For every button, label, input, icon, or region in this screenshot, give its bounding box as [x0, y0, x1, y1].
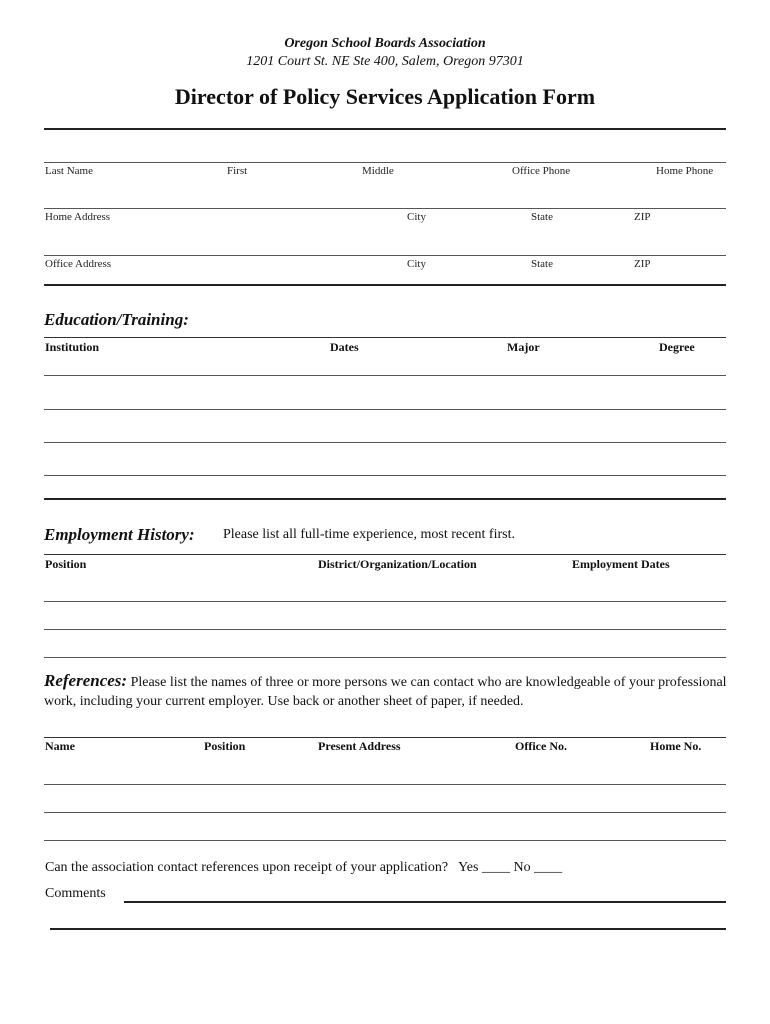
employment-entry-field[interactable] — [44, 583, 726, 601]
education-entry-field[interactable] — [44, 457, 726, 475]
first-name-label: First — [227, 165, 248, 177]
middle-name-label: Middle — [362, 165, 394, 177]
education-col-major: Major — [507, 340, 540, 354]
office-address-field[interactable] — [44, 237, 726, 255]
employment-entry-field[interactable] — [44, 639, 726, 657]
employment-col-organization: District/Organization/Location — [318, 557, 477, 571]
form-title: Director of Policy Services Application Form — [174, 84, 596, 109]
comments-continuation-field[interactable] — [50, 910, 726, 928]
comments-line — [124, 901, 726, 903]
home-zip-label: ZIP — [634, 211, 651, 223]
office-state-label: State — [531, 258, 553, 270]
contact-references-question: Can the association contact references upon receipt of your application? Yes ____ No ____ — [45, 860, 563, 875]
last-name-label: Last Name — [45, 165, 93, 177]
row1-line — [44, 162, 726, 163]
reference-entry-field[interactable] — [44, 822, 726, 840]
references-col-address: Present Address — [318, 739, 401, 753]
education-entry-line — [44, 475, 726, 476]
employment-entry-field[interactable] — [44, 611, 726, 629]
references-col-name: Name — [45, 739, 75, 753]
title-divider — [44, 128, 726, 130]
references-header-line — [44, 737, 726, 738]
education-heading: Education/Training: — [44, 310, 189, 329]
employment-header-line — [44, 554, 726, 555]
references-col-position: Position — [204, 739, 246, 753]
education-entry-field[interactable] — [44, 424, 726, 442]
office-zip-label: ZIP — [634, 258, 651, 270]
employment-entry-line — [44, 657, 726, 658]
home-address-label: Home Address — [45, 211, 111, 223]
office-city-label: City — [407, 258, 426, 270]
personal-section-divider — [44, 284, 726, 286]
no-answer-field[interactable] — [622, 858, 652, 876]
reference-entry-line — [44, 812, 726, 813]
education-header-line — [44, 337, 726, 338]
education-entry-line — [44, 442, 726, 443]
office-phone-label: Office Phone — [512, 165, 571, 177]
row3-line — [44, 255, 726, 256]
name-phone-field[interactable] — [44, 144, 726, 162]
home-city-label: City — [407, 211, 426, 223]
employment-instruction: Please list all full-time experience, most recent first. — [223, 527, 515, 542]
education-entry-line — [44, 409, 726, 410]
office-address-label: Office Address — [45, 258, 112, 270]
reference-entry-field[interactable] — [44, 766, 726, 784]
home-address-field[interactable] — [44, 190, 726, 208]
employment-col-position: Position — [45, 557, 87, 571]
employment-heading: Employment History: — [44, 525, 195, 544]
home-state-label: State — [531, 211, 553, 223]
yes-answer-field[interactable] — [560, 858, 590, 876]
organization-name: Oregon School Boards Association — [284, 36, 486, 51]
employment-col-dates: Employment Dates — [572, 557, 670, 571]
comments-continuation-line — [50, 928, 726, 930]
references-col-office-no: Office No. — [515, 739, 567, 753]
employment-entry-line — [44, 601, 726, 602]
employment-entry-line — [44, 629, 726, 630]
organization-address: 1201 Court St. NE Ste 400, Salem, Oregon 97301 — [246, 54, 524, 69]
education-col-dates: Dates — [330, 340, 359, 354]
reference-entry-line — [44, 784, 726, 785]
references-instruction: Please list the names of three or more persons we can contact who are knowledgeable of your professional work, including your current employer. Use back or another sheet of paper, if needed. — [44, 675, 727, 709]
row2-line — [44, 208, 726, 209]
education-entry-field[interactable] — [44, 357, 726, 375]
reference-entry-field[interactable] — [44, 794, 726, 812]
education-entry-field[interactable] — [44, 391, 726, 409]
references-col-home-no: Home No. — [650, 739, 702, 753]
comments-field[interactable] — [124, 883, 726, 901]
home-phone-label: Home Phone — [656, 165, 714, 177]
reference-entry-line — [44, 840, 726, 841]
education-col-institution: Institution — [45, 340, 100, 354]
education-col-degree: Degree — [659, 340, 695, 354]
references-block — [44, 671, 734, 711]
comments-label: Comments — [45, 886, 106, 901]
education-section-divider — [44, 498, 726, 500]
references-heading: References: — [44, 671, 128, 690]
education-entry-line — [44, 375, 726, 376]
